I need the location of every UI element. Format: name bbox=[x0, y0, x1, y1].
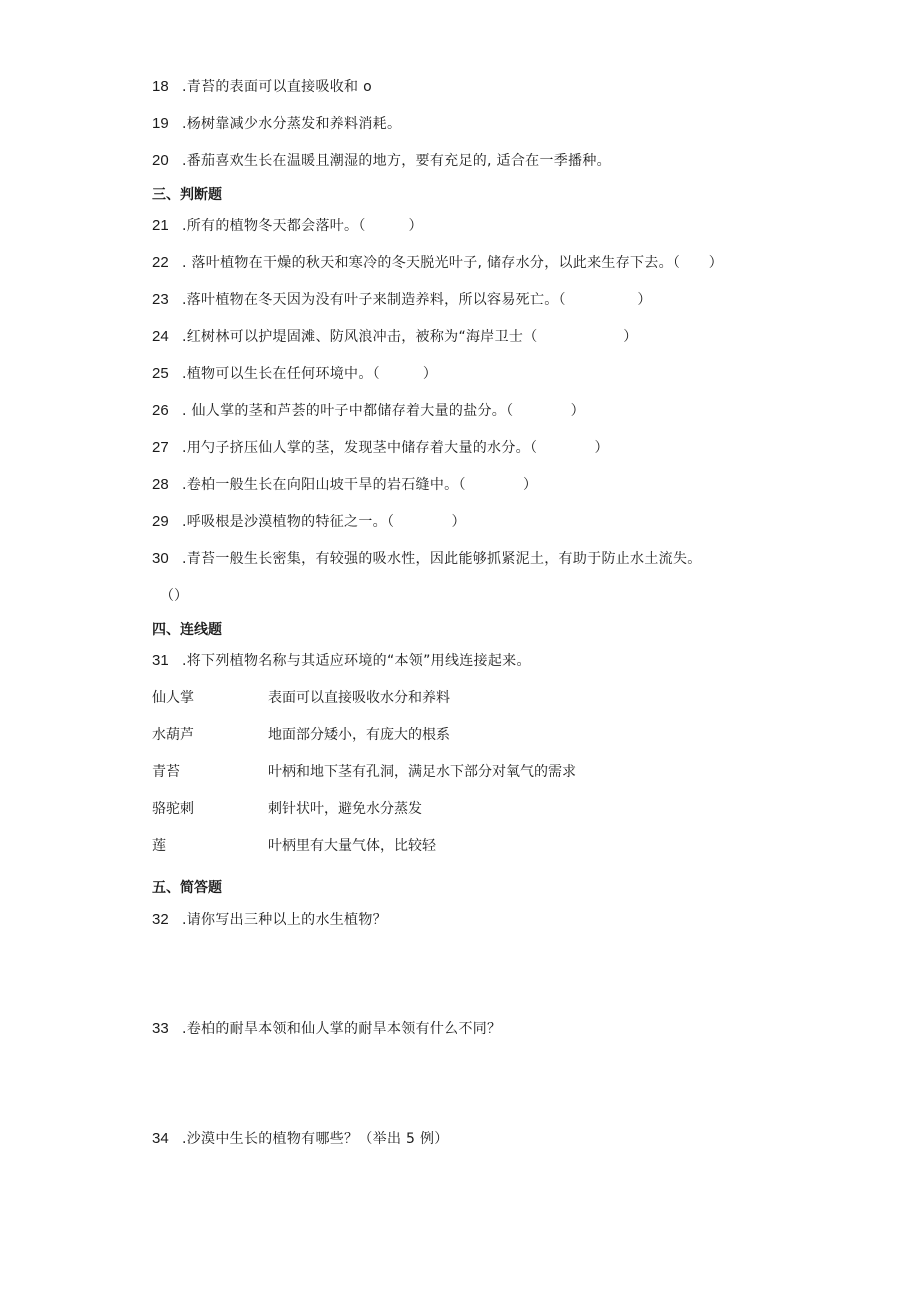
question-number: 18 bbox=[152, 78, 169, 95]
question-number: 23 bbox=[152, 291, 169, 308]
plant-trait: 表面可以直接吸收水分和养料 bbox=[268, 690, 450, 706]
question-text: .将下列植物名称与其适应环境的“本领”用线连接起来。 bbox=[182, 653, 531, 669]
question-23 bbox=[152, 290, 652, 310]
question-number: 21 bbox=[152, 217, 169, 234]
question-text: .杨树靠减少水分蒸发和养料消耗。 bbox=[182, 116, 402, 132]
question-text: .用勺子挤压仙人掌的茎，发现茎中储存着大量的水分。（ ） bbox=[182, 440, 609, 456]
question-text: .青苔一般生长密集，有较强的吸水性，因此能够抓紧泥土，有助于防止水土流失。 bbox=[182, 551, 702, 567]
question-number: 26 bbox=[152, 402, 169, 419]
question-number: 20 bbox=[152, 152, 169, 169]
plant-trait: 地面部分矮小，有庞大的根系 bbox=[268, 727, 450, 743]
question-24 bbox=[152, 327, 638, 347]
plant-trait: 叶柄里有大量气体，比较轻 bbox=[268, 838, 436, 854]
question-text: .落叶植物在冬天因为没有叶子来制造养料，所以容易死亡。（ ） bbox=[182, 292, 652, 308]
section-heading-short-answer: 五、简答题 bbox=[152, 880, 222, 896]
question-20 bbox=[152, 151, 611, 171]
question-text: .呼吸根是沙漠植物的特征之一。（ ） bbox=[182, 514, 466, 530]
question-18 bbox=[152, 77, 372, 97]
question-text: . 落叶植物在干燥的秋天和寒冷的冬天脱光叶子, 储存水分，以此来生存下去。（ ） bbox=[182, 255, 724, 271]
question-text: .请你写出三种以上的水生植物？ bbox=[182, 912, 387, 928]
question-31 bbox=[152, 651, 531, 671]
question-text: .番茄喜欢生长在温暖且潮湿的地方，要有充足的, 适合在一季播种。 bbox=[182, 153, 611, 169]
plant-name: 莲 bbox=[152, 838, 166, 854]
question-33 bbox=[152, 1019, 501, 1039]
question-number: 27 bbox=[152, 439, 169, 456]
question-27 bbox=[152, 438, 609, 458]
question-text: .所有的植物冬天都会落叶。（ ） bbox=[182, 218, 423, 234]
question-number: 25 bbox=[152, 365, 169, 382]
question-26 bbox=[152, 401, 585, 421]
question-text: .青苔的表面可以直接吸收和 o bbox=[182, 79, 372, 95]
question-34 bbox=[152, 1129, 449, 1149]
question-21 bbox=[152, 216, 423, 236]
plant-name: 骆驼刺 bbox=[152, 801, 194, 817]
question-text: .红树林可以护堤固滩、防风浪冲击，被称为“海岸卫士（ ） bbox=[182, 329, 638, 345]
section-heading-matching: 四、连线题 bbox=[152, 622, 222, 638]
question-text: . 仙人掌的茎和芦荟的叶子中都储存着大量的盐分。（ ） bbox=[182, 403, 585, 419]
question-28 bbox=[152, 475, 537, 495]
question-32 bbox=[152, 910, 387, 930]
question-number: 22 bbox=[152, 254, 169, 271]
plant-trait: 刺针状叶，避免水分蒸发 bbox=[268, 801, 422, 817]
question-30 bbox=[152, 549, 702, 569]
question-25 bbox=[152, 364, 437, 384]
plant-trait: 叶柄和地下茎有孔洞，满足水下部分对氧气的需求 bbox=[268, 764, 576, 780]
question-number: 29 bbox=[152, 513, 169, 530]
question-number: 19 bbox=[152, 115, 169, 132]
plant-name: 水葫芦 bbox=[152, 727, 194, 743]
question-text: .沙漠中生长的植物有哪些？（举出 5 例） bbox=[182, 1131, 449, 1147]
plant-name: 青苔 bbox=[152, 764, 180, 780]
question-29 bbox=[152, 512, 466, 532]
question-19 bbox=[152, 114, 401, 134]
answer-parentheses: （） bbox=[160, 588, 188, 604]
section-heading-judge: 三、判断题 bbox=[152, 187, 222, 203]
question-number: 32 bbox=[152, 911, 169, 928]
question-number: 31 bbox=[152, 652, 169, 669]
question-number: 28 bbox=[152, 476, 169, 493]
question-number: 34 bbox=[152, 1130, 169, 1147]
question-number: 24 bbox=[152, 328, 169, 345]
plant-name: 仙人掌 bbox=[152, 690, 194, 706]
question-text: .植物可以生长在任何环境中。（ ） bbox=[182, 366, 438, 382]
question-text: .卷柏一般生长在向阳山坡干旱的岩石缝中。（ ） bbox=[182, 477, 538, 493]
question-number: 33 bbox=[152, 1020, 169, 1037]
question-number: 30 bbox=[152, 550, 169, 567]
question-22 bbox=[152, 253, 723, 273]
question-text: .卷柏的耐旱本领和仙人掌的耐旱本领有什么不同？ bbox=[182, 1021, 502, 1037]
